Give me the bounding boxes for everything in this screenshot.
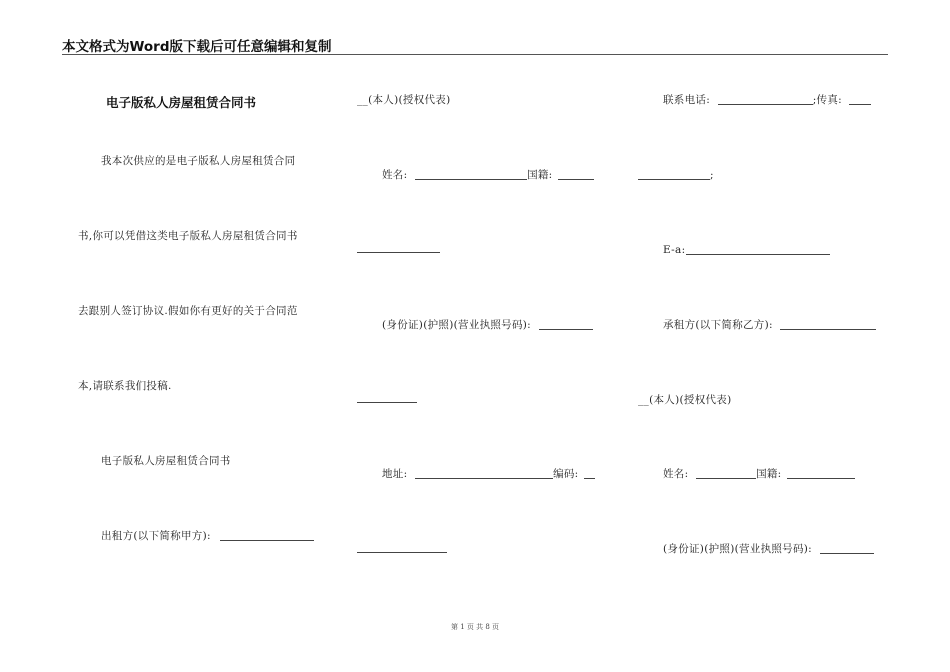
lessor-rep-line: __(本人)(授权代表) bbox=[357, 94, 451, 106]
contract-heading: 电子版私人房屋租赁合同书 bbox=[101, 455, 231, 467]
lessee-name-label: 姓名: bbox=[663, 468, 689, 480]
lessor-id-label: (身份证)(护照)(营业执照号码): bbox=[382, 319, 532, 331]
lessor-phone-blank bbox=[718, 93, 813, 105]
lessor-id-field bbox=[382, 318, 593, 332]
lessor-postcode-blank bbox=[584, 467, 595, 479]
fax-continuation bbox=[638, 168, 714, 182]
lessee-rep-line: __(本人)(授权代表) bbox=[638, 394, 732, 406]
intro-line-4: 本,请联系我们投稿. bbox=[78, 380, 172, 392]
lessee-name-field bbox=[663, 467, 855, 481]
lessor-id-blank bbox=[539, 318, 593, 330]
lessee-field bbox=[663, 318, 876, 332]
intro-line-3: 去跟别人签订协议.假如你有更好的关于合同范 bbox=[78, 305, 298, 317]
lessee-id-label: (身份证)(护照)(营业执照号码): bbox=[663, 543, 813, 555]
lessee-blank bbox=[780, 318, 876, 330]
lessor-blank bbox=[220, 529, 314, 541]
blank-line bbox=[357, 252, 440, 253]
lessee-nationality-label: 国籍: bbox=[756, 468, 782, 480]
lessee-nationality-blank bbox=[787, 467, 855, 479]
lessor-address-field bbox=[382, 467, 595, 481]
lessee-id-field bbox=[663, 542, 874, 556]
document-header-banner bbox=[62, 34, 888, 55]
lessee-name-blank bbox=[696, 467, 756, 479]
document-title: 电子版私人房屋租赁合同书 bbox=[106, 95, 257, 110]
lessor-phone-label: 联系电话: bbox=[663, 94, 711, 106]
intro-line-1: 我本次供应的是电子版私人房屋租赁合同 bbox=[101, 155, 296, 167]
lessor-email-field bbox=[663, 243, 830, 257]
intro-line-2: 书,你可以凭借这类电子版私人房屋租赁合同书 bbox=[78, 230, 298, 242]
lessor-phone-field bbox=[663, 93, 871, 107]
page-number: 第 1 页 共 8 页 bbox=[450, 623, 500, 631]
blank-line bbox=[357, 552, 447, 553]
lessor-field bbox=[101, 529, 314, 543]
lessee-label: 承租方(以下简称乙方): bbox=[663, 319, 773, 331]
fax-continuation-blank bbox=[638, 168, 710, 180]
lessee-id-blank bbox=[820, 542, 874, 554]
lessor-address-label: 地址: bbox=[382, 468, 408, 480]
lessor-postcode-label: 编码: bbox=[553, 468, 579, 480]
fax-continuation-end: ; bbox=[710, 169, 714, 181]
lessor-nationality-label: 国籍: bbox=[527, 169, 553, 181]
lessor-name-label: 姓名: bbox=[382, 169, 408, 181]
lessor-email-blank bbox=[686, 243, 830, 255]
lessor-label: 出租方(以下简称甲方): bbox=[101, 530, 211, 542]
lessor-name-field bbox=[382, 168, 594, 182]
lessor-name-blank bbox=[415, 168, 527, 180]
lessor-email-label: E-a: bbox=[663, 244, 686, 256]
lessor-fax-blank bbox=[849, 93, 871, 105]
lessor-address-blank bbox=[415, 467, 553, 479]
lessor-fax-label: ;传真: bbox=[812, 94, 842, 106]
lessor-nationality-blank bbox=[558, 168, 594, 180]
header-banner-text: 本文格式为Word版下载后可任意编辑和复制 bbox=[62, 39, 332, 55]
blank-line bbox=[357, 402, 417, 403]
